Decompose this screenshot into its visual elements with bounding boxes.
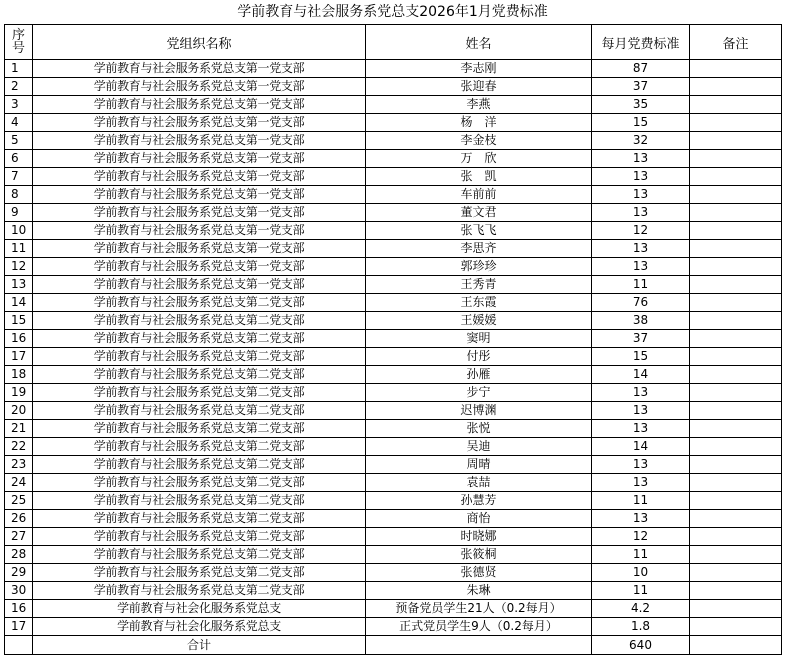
cell-fee[interactable]: 37 [592,330,690,348]
cell-fee[interactable]: 4.2 [592,600,690,618]
cell-name[interactable]: 朱琳 [366,582,592,600]
cell-org[interactable]: 学前教育与社会服务系党总支第一党支部 [33,258,366,276]
cell-name[interactable] [366,636,592,655]
cell-note[interactable] [690,474,782,492]
cell-note[interactable] [690,420,782,438]
cell-org[interactable]: 学前教育与社会服务系党总支第二党支部 [33,312,366,330]
table-row [5,366,782,384]
cell-note[interactable] [690,60,782,78]
cell-org[interactable]: 学前教育与社会服务系党总支第一党支部 [33,222,366,240]
cell-note[interactable] [690,636,782,655]
cell-seq[interactable]: 15 [5,312,33,330]
cell-seq[interactable]: 17 [5,348,33,366]
header-name[interactable]: 姓名 [366,25,592,60]
cell-name[interactable]: 孙雁 [366,366,592,384]
cell-note[interactable] [690,456,782,474]
table-row [5,348,782,366]
header-note[interactable]: 备注 [690,25,782,60]
student-row [5,618,782,636]
table-row [5,276,782,294]
cell-fee[interactable]: 13 [592,258,690,276]
header-seq[interactable]: 序 号 [5,25,33,60]
cell-seq[interactable]: 6 [5,150,33,168]
total-row [5,636,782,655]
cell-note[interactable] [690,312,782,330]
cell-fee[interactable]: 13 [592,240,690,258]
cell-note[interactable] [690,222,782,240]
cell-seq[interactable]: 3 [5,96,33,114]
cell-note[interactable] [690,528,782,546]
cell-fee[interactable]: 13 [592,186,690,204]
cell-org[interactable]: 学前教育与社会服务系党总支第二党支部 [33,330,366,348]
cell-org[interactable]: 学前教育与社会服务系党总支第二党支部 [33,546,366,564]
cell-note[interactable] [690,258,782,276]
cell-name[interactable]: 王媛媛 [366,312,592,330]
cell-fee[interactable]: 76 [592,294,690,312]
cell-note[interactable] [690,204,782,222]
cell-seq[interactable]: 23 [5,456,33,474]
cell-name[interactable]: 王东霞 [366,294,592,312]
cell-seq[interactable]: 4 [5,114,33,132]
table-row [5,474,782,492]
cell-note[interactable] [690,510,782,528]
cell-note[interactable] [690,348,782,366]
cell-seq[interactable]: 9 [5,204,33,222]
cell-name[interactable]: 车前前 [366,186,592,204]
cell-note[interactable] [690,564,782,582]
cell-name[interactable]: 商怡 [366,510,592,528]
cell-fee[interactable]: 11 [592,276,690,294]
cell-org[interactable]: 学前教育与社会服务系党总支第一党支部 [33,150,366,168]
cell-fee[interactable]: 11 [592,546,690,564]
table-row [5,438,782,456]
cell-fee[interactable]: 11 [592,582,690,600]
table-row [5,384,782,402]
cell-org[interactable]: 学前教育与社会服务系党总支第一党支部 [33,186,366,204]
cell-seq[interactable]: 8 [5,186,33,204]
table-row [5,258,782,276]
cell-note[interactable] [690,150,782,168]
cell-seq[interactable]: 2 [5,78,33,96]
cell-seq[interactable]: 5 [5,132,33,150]
cell-note[interactable] [690,186,782,204]
cell-fee[interactable]: 12 [592,528,690,546]
table-row [5,222,782,240]
table-row [5,492,782,510]
table-row [5,420,782,438]
cell-seq[interactable]: 25 [5,492,33,510]
cell-name[interactable]: 李思齐 [366,240,592,258]
cell-name[interactable]: 吴迪 [366,438,592,456]
cell-org[interactable]: 学前教育与社会化服务系党总支 [33,600,366,618]
cell-name[interactable]: 时晓娜 [366,528,592,546]
table-row [5,402,782,420]
cell-note[interactable] [690,384,782,402]
cell-seq[interactable]: 18 [5,366,33,384]
cell-note[interactable] [690,546,782,564]
table-row [5,528,782,546]
header-row [5,25,782,60]
cell-org[interactable]: 学前教育与社会服务系党总支第二党支部 [33,456,366,474]
cell-fee[interactable]: 35 [592,96,690,114]
cell-note[interactable] [690,276,782,294]
cell-name[interactable]: 李燕 [366,96,592,114]
cell-org[interactable]: 学前教育与社会服务系党总支第一党支部 [33,204,366,222]
cell-fee[interactable]: 13 [592,510,690,528]
cell-seq[interactable]: 7 [5,168,33,186]
table-row [5,294,782,312]
cell-org[interactable]: 学前教育与社会服务系党总支第二党支部 [33,384,366,402]
table-row [5,186,782,204]
table-row [5,582,782,600]
cell-note[interactable] [690,366,782,384]
cell-org[interactable]: 学前教育与社会服务系党总支第一党支部 [33,132,366,150]
cell-name[interactable]: 预备党员学生21人（0.2每月） [366,600,592,618]
cell-seq[interactable]: 28 [5,546,33,564]
cell-name[interactable]: 王秀青 [366,276,592,294]
cell-fee[interactable]: 87 [592,60,690,78]
cell-name[interactable]: 张 凯 [366,168,592,186]
cell-note[interactable] [690,114,782,132]
cell-note[interactable] [690,600,782,618]
table-row [5,96,782,114]
cell-name[interactable]: 李金枝 [366,132,592,150]
cell-seq[interactable]: 13 [5,276,33,294]
cell-seq[interactable]: 20 [5,402,33,420]
total-fee[interactable]: 640 [592,636,690,655]
table-row [5,546,782,564]
cell-name[interactable]: 步宁 [366,384,592,402]
table-row [5,60,782,78]
cell-seq[interactable]: 29 [5,564,33,582]
header-org[interactable]: 党组织名称 [33,25,366,60]
cell-fee[interactable]: 14 [592,366,690,384]
cell-name[interactable]: 正式党员学生9人（0.2每月） [366,618,592,636]
cell-org[interactable]: 学前教育与社会服务系党总支第一党支部 [33,78,366,96]
cell-org[interactable]: 学前教育与社会化服务系党总支 [33,618,366,636]
cell-org[interactable]: 学前教育与社会服务系党总支第二党支部 [33,402,366,420]
cell-note[interactable] [690,294,782,312]
cell-seq[interactable]: 17 [5,618,33,636]
table-row [5,510,782,528]
cell-seq[interactable]: 26 [5,510,33,528]
cell-name[interactable]: 郭珍珍 [366,258,592,276]
cell-fee[interactable]: 10 [592,564,690,582]
cell-seq[interactable]: 11 [5,240,33,258]
cell-fee[interactable]: 1.8 [592,618,690,636]
cell-name[interactable]: 董文君 [366,204,592,222]
cell-seq[interactable]: 19 [5,384,33,402]
cell-org[interactable]: 学前教育与社会服务系党总支第二党支部 [33,582,366,600]
cell-org[interactable]: 学前教育与社会服务系党总支第二党支部 [33,528,366,546]
cell-name[interactable]: 袁喆 [366,474,592,492]
cell-note[interactable] [690,96,782,114]
cell-note[interactable] [690,132,782,150]
cell-note[interactable] [690,402,782,420]
cell-org[interactable]: 学前教育与社会服务系党总支第一党支部 [33,276,366,294]
cell-seq[interactable]: 21 [5,420,33,438]
cell-org[interactable]: 学前教育与社会服务系党总支第一党支部 [33,240,366,258]
table-row [5,168,782,186]
cell-org[interactable]: 学前教育与社会服务系党总支第二党支部 [33,366,366,384]
cell-note[interactable] [690,330,782,348]
cell-name[interactable]: 迟博渊 [366,402,592,420]
cell-fee[interactable]: 37 [592,78,690,96]
cell-org[interactable]: 学前教育与社会服务系党总支第二党支部 [33,564,366,582]
cell-org[interactable]: 学前教育与社会服务系党总支第一党支部 [33,60,366,78]
table-row [5,204,782,222]
cell-fee[interactable]: 15 [592,114,690,132]
cell-note[interactable] [690,582,782,600]
cell-note[interactable] [690,618,782,636]
cell-fee[interactable]: 13 [592,420,690,438]
cell-seq[interactable]: 14 [5,294,33,312]
cell-org[interactable]: 学前教育与社会服务系党总支第二党支部 [33,438,366,456]
total-label[interactable]: 合计 [33,636,366,655]
cell-fee[interactable]: 13 [592,384,690,402]
table-row [5,330,782,348]
cell-fee[interactable]: 38 [592,312,690,330]
table-row [5,456,782,474]
cell-fee[interactable]: 14 [592,438,690,456]
cell-seq[interactable] [5,636,33,655]
cell-seq[interactable]: 1 [5,60,33,78]
table-row [5,240,782,258]
cell-seq[interactable]: 22 [5,438,33,456]
cell-fee[interactable]: 32 [592,132,690,150]
student-row [5,600,782,618]
cell-seq[interactable]: 16 [5,600,33,618]
cell-fee[interactable]: 13 [592,150,690,168]
cell-note[interactable] [690,492,782,510]
cell-name[interactable]: 张德贤 [366,564,592,582]
cell-fee[interactable]: 13 [592,474,690,492]
table-row [5,150,782,168]
table-row [5,132,782,150]
cell-org[interactable]: 学前教育与社会服务系党总支第二党支部 [33,474,366,492]
cell-seq[interactable]: 30 [5,582,33,600]
cell-name[interactable]: 万 欣 [366,150,592,168]
table-row [5,312,782,330]
cell-name[interactable]: 张迎春 [366,78,592,96]
cell-name[interactable]: 杨 洋 [366,114,592,132]
cell-org[interactable]: 学前教育与社会服务系党总支第二党支部 [33,420,366,438]
table-row [5,564,782,582]
sheet-title: 学前教育与社会服务系党总支2026年1月党费标准 [237,4,548,20]
cell-note[interactable] [690,438,782,456]
cell-fee[interactable]: 11 [592,492,690,510]
header-fee[interactable]: 每月党费标准 [592,25,690,60]
cell-note[interactable] [690,168,782,186]
cell-org[interactable]: 学前教育与社会服务系党总支第一党支部 [33,114,366,132]
cell-name[interactable]: 张悦 [366,420,592,438]
cell-note[interactable] [690,78,782,96]
cell-org[interactable]: 学前教育与社会服务系党总支第二党支部 [33,510,366,528]
cell-org[interactable]: 学前教育与社会服务系党总支第二党支部 [33,492,366,510]
cell-seq[interactable]: 24 [5,474,33,492]
cell-name[interactable]: 窦明 [366,330,592,348]
cell-fee[interactable]: 15 [592,348,690,366]
cell-name[interactable]: 张飞飞 [366,222,592,240]
cell-org[interactable]: 学前教育与社会服务系党总支第二党支部 [33,348,366,366]
cell-org[interactable]: 学前教育与社会服务系党总支第一党支部 [33,96,366,114]
cell-fee[interactable]: 13 [592,204,690,222]
cell-fee[interactable]: 13 [592,402,690,420]
table-row [5,114,782,132]
fee-table [4,24,782,655]
cell-org[interactable]: 学前教育与社会服务系党总支第一党支部 [33,168,366,186]
cell-seq[interactable]: 10 [5,222,33,240]
cell-name[interactable]: 张筱桐 [366,546,592,564]
cell-note[interactable] [690,240,782,258]
cell-name[interactable]: 李志刚 [366,60,592,78]
cell-fee[interactable]: 13 [592,456,690,474]
cell-name[interactable]: 付彤 [366,348,592,366]
cell-seq[interactable]: 27 [5,528,33,546]
cell-name[interactable]: 孙慧芳 [366,492,592,510]
cell-fee[interactable]: 12 [592,222,690,240]
table-row [5,78,782,96]
cell-fee[interactable]: 13 [592,168,690,186]
cell-seq[interactable]: 12 [5,258,33,276]
cell-org[interactable]: 学前教育与社会服务系党总支第二党支部 [33,294,366,312]
cell-name[interactable]: 周晴 [366,456,592,474]
cell-seq[interactable]: 16 [5,330,33,348]
